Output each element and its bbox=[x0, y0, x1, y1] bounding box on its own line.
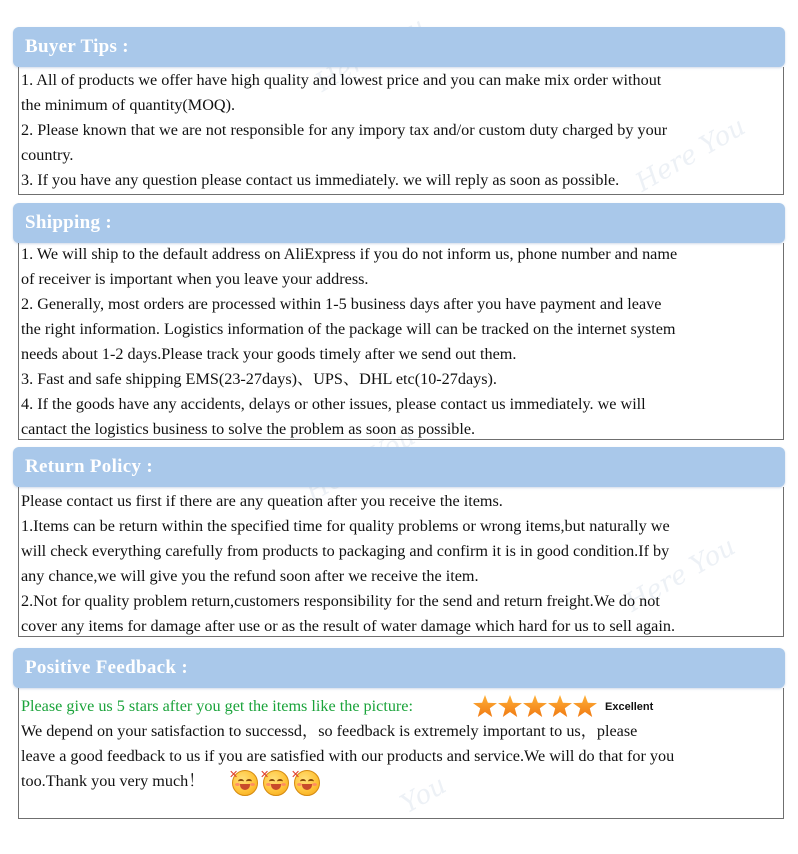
text-line: too.Thank you very much！ bbox=[21, 772, 205, 790]
return-policy-section bbox=[13, 447, 785, 637]
shipping-body bbox=[18, 243, 784, 440]
text-line: the minimum of quantity(MOQ). bbox=[21, 96, 236, 114]
text-line: leave a good feedback to us if you are satisfied with our products and service.We will do that for you bbox=[21, 747, 675, 765]
five-star-rating bbox=[473, 695, 597, 717]
buyer-tips-section bbox=[13, 27, 785, 195]
rating-label: Excellent bbox=[605, 701, 654, 713]
text-line: 1.Items can be return within the specified time for quality problems or wrong items,but naturally we bbox=[21, 517, 670, 535]
text-line: 1. All of products we offer have high quality and lowest price and you can make mix order without bbox=[21, 71, 662, 89]
text-line: any chance,we will give you the refund soon after we receive the item. bbox=[21, 567, 479, 585]
star-icon bbox=[523, 695, 547, 717]
section-title: Buyer Tips : bbox=[25, 36, 129, 57]
text-line: cover any items for damage after use or as the result of water damage which hard for us to sell again. bbox=[21, 617, 675, 635]
text-line: 2. Please known that we are not responsible for any impory tax and/or custom duty charged by your bbox=[21, 121, 668, 139]
text-line: country. bbox=[21, 146, 74, 164]
buyer-tips-header bbox=[13, 27, 785, 67]
watermark: Here You bbox=[630, 111, 751, 199]
text-line: of receiver is important when you leave your address. bbox=[21, 270, 369, 288]
text-line: cantact the logistics business to solve the problem as soon as possible. bbox=[21, 420, 476, 438]
section-title: Return Policy : bbox=[25, 456, 153, 477]
buyer-tips-body bbox=[18, 67, 784, 195]
text-line: the right information. Logistics information of the package will can be tracked on the internet system bbox=[21, 320, 676, 338]
return-policy-header bbox=[13, 447, 785, 487]
return-policy-body bbox=[18, 487, 784, 637]
section-title: Shipping : bbox=[25, 212, 112, 233]
text-line: 1. We will ship to the default address on AliExpress if you do not inform us, phone number and name bbox=[21, 245, 678, 263]
section-title: Positive Feedback : bbox=[25, 657, 188, 678]
text-line: will check everything carefully from products to packaging and confirm it is in good condition.If by bbox=[21, 542, 670, 560]
star-icon bbox=[498, 695, 522, 717]
text-line: Please contact us first if there are any queation after you receive the items. bbox=[21, 492, 503, 510]
star-icon bbox=[473, 695, 497, 717]
text-line: We depend on your satisfaction to successd，so feedback is extremely important to us，please bbox=[21, 722, 638, 740]
watermark: Here You bbox=[620, 531, 741, 619]
happy-face-icon: ✕ bbox=[263, 770, 289, 796]
feedback-body bbox=[18, 688, 784, 819]
happy-face-icon: ✕ bbox=[294, 770, 320, 796]
text-line: 4. If the goods have any accidents, delays or other issues, please contact us immediately. we will bbox=[21, 395, 646, 413]
text-line: 3. If you have any question please contact us immediately. we will reply as soon as possible. bbox=[21, 171, 620, 189]
watermark: You bbox=[395, 770, 452, 820]
happy-face-icon: ✕ bbox=[232, 770, 258, 796]
text-line: needs about 1-2 days.Please track your goods timely after we send out them. bbox=[21, 345, 517, 363]
shipping-header bbox=[13, 203, 785, 243]
feedback-header bbox=[13, 648, 785, 688]
text-line: 2.Not for quality problem return,customers responsibility for the send and return freight.We do not bbox=[21, 592, 660, 610]
star-icon bbox=[573, 695, 597, 717]
shipping-section bbox=[13, 203, 785, 440]
text-line: 3. Fast and safe shipping EMS(23-27days)、UPS、DHL etc(10-27days). bbox=[21, 370, 497, 388]
feedback-section bbox=[13, 648, 785, 820]
text-line: 2. Generally, most orders are processed within 1-5 business days after you have payment and leave bbox=[21, 295, 662, 313]
feedback-request: Please give us 5 stars after you get the items like the picture: bbox=[21, 697, 413, 715]
star-icon bbox=[548, 695, 572, 717]
